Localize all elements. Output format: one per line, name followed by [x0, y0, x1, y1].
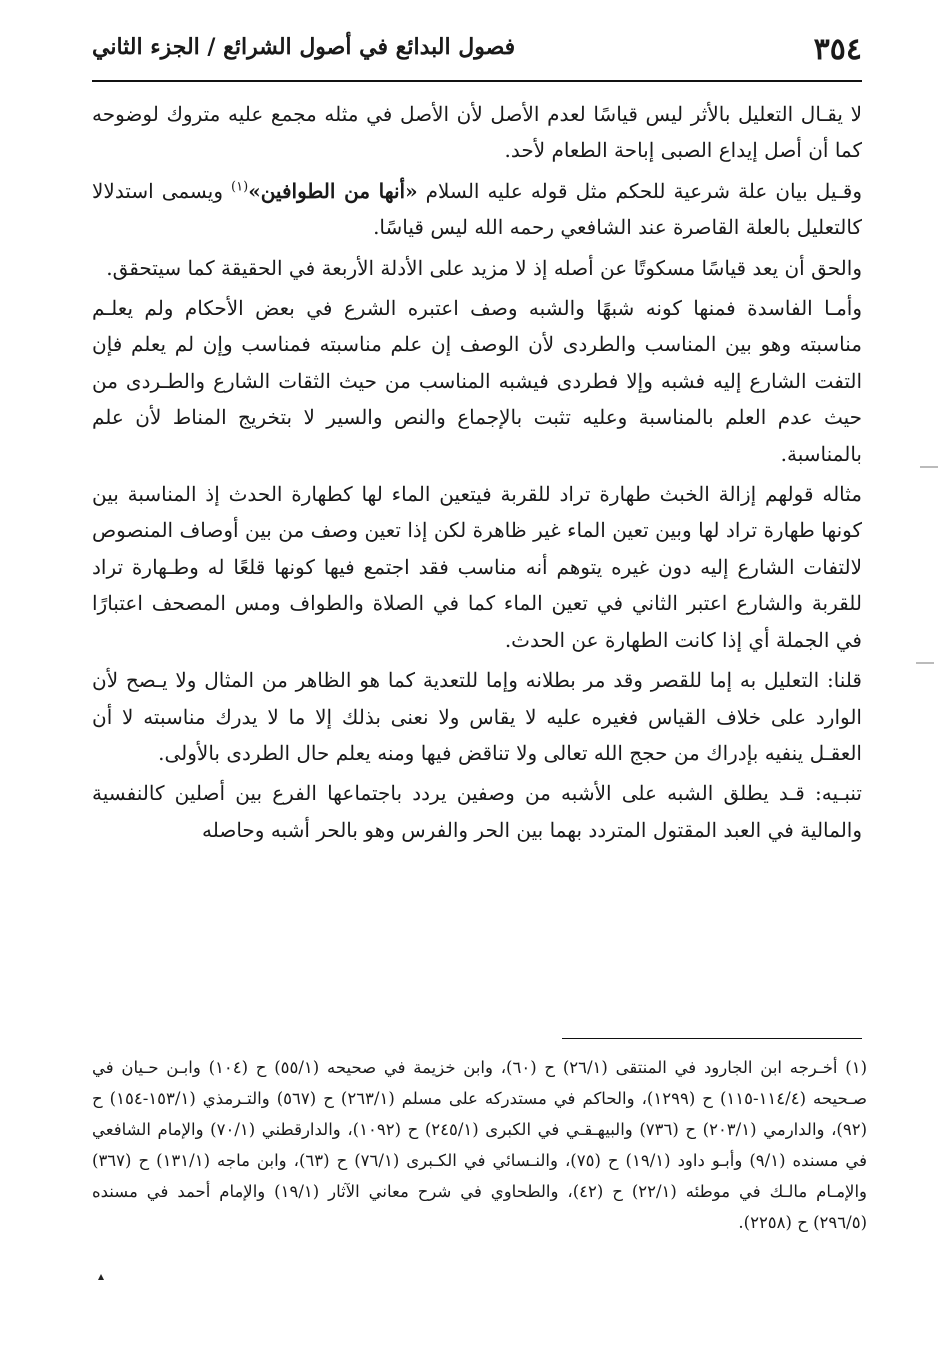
footnotes — [92, 1052, 867, 1302]
running-title: فصول البدائع في أصول الشرائع / الجزء الثاني — [92, 34, 516, 60]
paragraph: مثاله قولهم إزالة الخبث طهارة تراد للقربة فيتعين الماء لها كطهارة الحدث إذ المناسبة بين كونها طهارة تراد لها وبين تعين الماء غير ظاهرة لكن إذا تعين وصف من بين أوصاف المنصوص لالتفات الشارع إليه دون غيره يتوهم أنه مناسب فقد اجتمع فيها كونها قلعًا له وطـهارة تراد للقربة والشارع اعتبر الثاني في تعين الماء كما في الصلاة والطواف ومس المصحف اعتبارًا في الجملة أي إذا كانت الطهارة عن الحدث. — [92, 482, 862, 652]
paragraph: قلنا: التعليل به إما للقصر وقد مر بطلانه وإما للتعدية كما هو الظاهر من المثال ولا يـصح لأن الوارد على خلاف القياس فغيره عليه لا يقاس ولا نعنى بذلك إلا ما لا يدرك مناسبته لا أن العقـل ينفيه بإدراك من حجج الله تعالى ولا تناقض فيها ومنه يعلم حال الطردى بالأولى. — [92, 668, 862, 765]
paragraph: لا يقـال التعليل بالأثر ليس قياسًا لعدم الأصل لأن الأصل في مثله مجمع عليه متروك لوضوحه كما أن أصل إيداع الصبى إباحة الطعام لأحد. — [92, 102, 862, 163]
paragraph: والحق أن يعد قياسًا مسكوتًا عن أصله إذ لا مزيد على الأدلة الأربعة في الحقيقة كما سيتحقق. — [106, 255, 862, 280]
paragraph: وقـيل بيان علة شرعية للحكم مثل قوله عليه السلام «أنها من الطوافين»$^{(١)}$ ويسمى استدلالا كالتعليل بالعلة القاصرة عند الشافعي رحمه الله ليس قياسًا. — [92, 178, 862, 240]
hadith-quote: «أنها من الطوافين» — [248, 178, 418, 203]
paragraph: تنبـيه: قـد يطلق الشبه على الأشبه من وصفين يردد باجتماعها الفرع بين أصلين كالنفسية والمالية في العبد المقتول المتردد بهما بين الحر والفرس وهو بالحر أشبه وحاصله — [92, 781, 862, 842]
scan-speck — [920, 466, 938, 468]
main-text — [92, 96, 862, 1026]
scan-speck — [916, 662, 934, 664]
page-header — [92, 22, 862, 78]
footnote-reference[interactable]: (١) — [231, 179, 249, 195]
page-number: ٣٥٤ — [813, 32, 862, 67]
footnote: (١) أخـرجه ابن الجارود في المنتقى (٢٦/١) ح (٦٠)، وابن خزيمة في صحيحه (٥٥/١) ح (١٠٤) وابـن حـيان في صـحيحه (١١٤/٤-١١٥) ح (١٢٩٩)، والحاكم في مستدركه على مسلم (٢٦٣/١) ح (٥٦٧) والتـرمذي (١٥٣/١-١٥٤) ح (٩٢)، والدارمي (٢٠٣/١) ح (٧٣٦) والبيهـقـي في الكبرى (٢٤٥/١) ح (١٠٩٢)، والدارقطني (٧٠/١) والإمام الشافعي في مسنده (٩/١) وأبـو داود (١٩/١) ح (٧٥)، والنـسائي في الكـبرى (٧٦/١) ح (٦٣)، وابن ماجه (١٣١/١) ح (٣٦٧) والإمـام مالـك في موطئه (٢٢/١) ح (٤٢)، والطحاوي في شرح معاني الآثار (١٩/١) والإمام أحمد في مسنده (٢٩٦/٥) ح (٢٢٥٨). — [92, 1058, 867, 1232]
footnote-rule — [562, 1038, 862, 1039]
header-rule — [92, 80, 862, 82]
paragraph: وأمـا الفاسدة فمنها كونه شبهًا والشبه وصف اعتبره الشرع في بعض الأحكام ولم يعلـم مناسبته وهو بين المناسب والطردى لأن الوصف إن علم مناسبته فمناسب وإن لم يعلم فإن التفت الشارع إليه فشبه وإلا فطردى فيشبه المناسب من حيث الثقات الشارع والطـردى من حيث عدم العلم بالمناسبة وعليه تثبت بالإجماع والنص والسير لا بتخريج المناط لأن علم بالمناسبة. — [92, 296, 862, 466]
